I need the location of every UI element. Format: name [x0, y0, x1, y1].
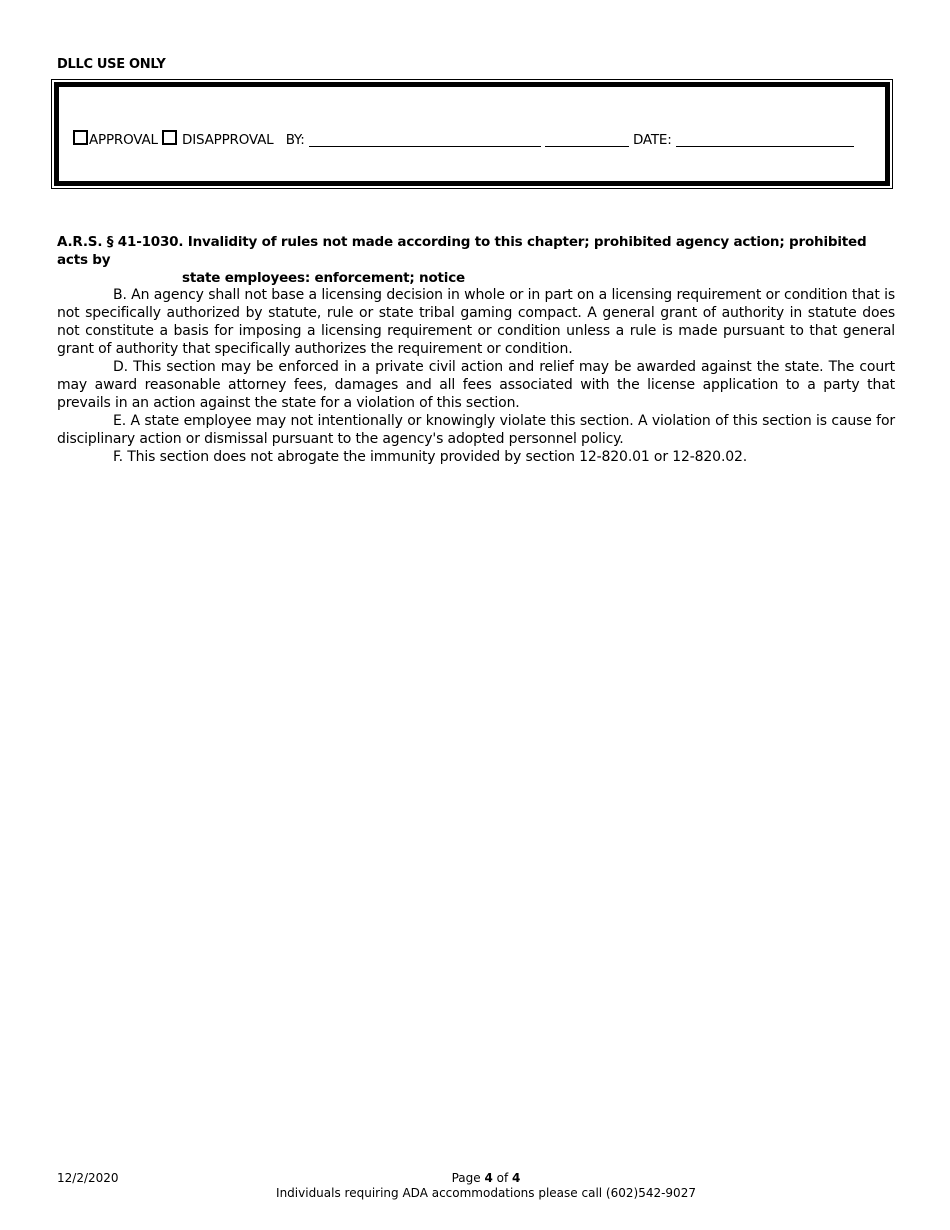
disapproval-checkbox[interactable]	[162, 130, 177, 145]
approval-checkbox[interactable]	[73, 130, 88, 145]
page-total: 4	[512, 1171, 521, 1185]
paragraph-d: D. This section may be enforced in a private civil action and relief may be awarded against the state. The court may award reasonable attorney fees, damages and all fees associated with the license application to a party that prevails in an action against the state for a violation of this section.	[57, 359, 895, 411]
by-label: BY:	[285, 132, 305, 148]
approval-label: APPROVAL	[89, 132, 158, 148]
disapproval-label: DISAPPROVAL	[182, 132, 274, 148]
page-number	[0, 1171, 950, 1186]
approval-box	[51, 79, 893, 189]
section-body	[57, 286, 895, 466]
paragraph-b: B. An agency shall not base a licensing decision in whole or in part on a licensing requirement or condition that is not specifically authorized by statute, rule or state tribal gaming compact. A general grant of authority in statute does not constitute a basis for imposing a licensing requirement or condition unless a rule is made pursuant to that general grant of authority that specifically authorizes the requirement or condition.	[57, 287, 895, 357]
paragraph-f: F. This section does not abrogate the immunity provided by section 12-820.01 or 12-820.02.	[113, 449, 748, 465]
page-of: of	[492, 1171, 513, 1185]
approval-line	[73, 130, 854, 148]
section-title	[57, 233, 897, 287]
dllc-use-only-heading: DLLC USE ONLY	[57, 57, 166, 72]
by-field[interactable]	[309, 133, 541, 147]
by-field-2[interactable]	[545, 133, 629, 147]
ada-notice: Individuals requiring ADA accommodations please call (602)542-9027	[276, 1186, 696, 1200]
section-title-line1: A.R.S. § 41-1030. Invalidity of rules not made according to this chapter; prohibited agency action; prohibited acts by	[57, 234, 867, 268]
footer-date: 12/2/2020	[57, 1171, 119, 1185]
paragraph-e: E. A state employee may not intentionally or knowingly violate this section. A violation of this section is cause for disciplinary action or dismissal pursuant to the agency's adopted personnel policy.	[57, 413, 895, 447]
section-title-line2: state employees: enforcement; notice	[182, 270, 465, 286]
date-label: DATE:	[632, 132, 672, 148]
footer	[0, 1171, 950, 1201]
date-field[interactable]	[676, 133, 854, 147]
page-current: 4	[484, 1171, 493, 1185]
page-prefix: Page	[451, 1171, 485, 1185]
